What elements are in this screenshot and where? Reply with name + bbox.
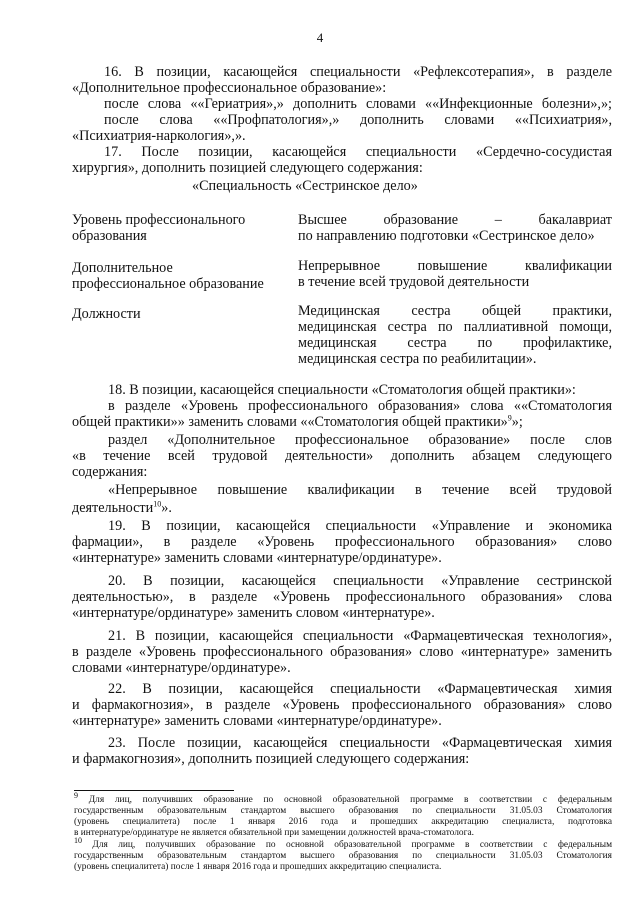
table-row3-right-3: медицинская сестра по профилактике, xyxy=(298,335,612,351)
p19-line-3: «интернатуре» заменить словами «интернатуре/ординатуре». xyxy=(72,550,442,566)
table-row2-left-2: профессиональное образование xyxy=(72,276,264,292)
footnote-10-number: 10 xyxy=(74,835,82,845)
footnote-ref-9[interactable]: 9 xyxy=(507,413,512,423)
footnote-9-line-4: в интернатуре/ординатуре не является обязательной при замещении должностей врача-стоматолога. xyxy=(74,828,474,838)
p19-line-1: 19. В позиции, касающейся специальности «Управление и экономика xyxy=(108,518,612,534)
p16-line-3: после слова ««Гериатрия»,» дополнить словами ««Инфекционные болезни»,»; xyxy=(104,96,612,112)
table-row1-left-2: образования xyxy=(72,228,147,244)
table-row1-right-2: по направлению подготовки «Сестринское дело» xyxy=(298,228,595,244)
p22-line-2: и фармакогнозия», в разделе «Уровень профессионального образования» слово xyxy=(72,697,612,713)
table-row2-left-1: Дополнительное xyxy=(72,260,173,276)
p18-line-3-tail: »; xyxy=(511,414,523,430)
p18-line-6: содержания: xyxy=(72,464,148,480)
p22-line-1: 22. В позиции, касающейся специальности «Фармацевтическая химия xyxy=(108,681,612,697)
footnote-9-line-2: государственным образовательным стандартом высшего образования по специальности 31.05.03 Стоматология xyxy=(74,806,612,816)
table-row3-right-1: Медицинская сестра общей практики, xyxy=(298,303,612,319)
p20-line-2: деятельностью», в разделе «Уровень профессионального образования» слова xyxy=(72,589,612,605)
footnote-9-number: 9 xyxy=(74,790,78,800)
p16-line-2: «Дополнительное профессиональное образование»: xyxy=(72,80,387,96)
p18-line-7: «Непрерывное повышение квалификации в течение всей трудовой xyxy=(108,482,612,498)
footnote-9-line-1 xyxy=(74,790,612,807)
p21-line-1: 21. В позиции, касающейся специальности «Фармацевтическая технология», xyxy=(108,628,612,644)
footnote-9-line-3: (уровень специалитета) после 1 января 2016 года и прошедших аккредитацию специалиста, подготовка xyxy=(74,817,612,827)
table-row3-right-4: медицинская сестра по реабилитации». xyxy=(298,351,537,367)
table-row3-right-2: медицинская сестра по паллиативной помощи, xyxy=(298,319,612,335)
footnote-10-line-1 xyxy=(74,835,613,852)
p23-line-2: и фармакогнозия», дополнить позицией следующего содержания: xyxy=(72,751,470,767)
footnote-ref-10[interactable]: 10 xyxy=(153,499,162,509)
footnote-divider xyxy=(74,790,234,791)
p18-line-8-tail: ». xyxy=(161,500,172,516)
table-row2-right-1: Непрерывное повышение квалификации xyxy=(298,258,612,274)
p20-line-1: 20. В позиции, касающейся специальности «Управление сестринской xyxy=(108,573,612,589)
footnote-10-text-1: Для лиц, получивших образование по основной образовательной программе в соответствии с федеральным xyxy=(92,840,613,850)
p17-line-2: хирургия», дополнить позицией следующего содержания: xyxy=(72,160,423,176)
p18-line-3-text: общей практики»» заменить словами ««Стоматология общей практики» xyxy=(72,414,508,430)
table-row3-left-1: Должности xyxy=(72,306,141,322)
table-row1-right-1: Высшее образование – бакалавриат xyxy=(298,212,612,228)
p17-line-3: «Специальность «Сестринское дело» xyxy=(192,178,418,194)
p18-line-8 xyxy=(72,500,172,516)
p22-line-3: «интернатуре» заменить словами «интернатуре/ординатуре». xyxy=(72,713,442,729)
p18-line-1: 18. В позиции, касающейся специальности «Стоматология общей практики»: xyxy=(108,382,576,398)
table-row2-right-2: в течение всей трудовой деятельности xyxy=(298,274,530,290)
p21-line-2: в разделе «Уровень профессионального образования» слово «интернатуре» заменить xyxy=(72,644,612,660)
p16-line-5: «Психиатрия-наркология»,». xyxy=(72,128,246,144)
footnote-10-line-2: государственным образовательным стандартом высшего образования по специальности 31.05.03 Стоматология xyxy=(74,851,612,861)
p17-line-1: 17. После позиции, касающейся специальности «Сердечно-сосудистая xyxy=(104,144,612,160)
p23-line-1: 23. После позиции, касающейся специальности «Фармацевтическая химия xyxy=(108,735,612,751)
p20-line-3: «интернатуре/ординатуре» заменить словом «интернатуре». xyxy=(72,605,435,621)
p18-line-4: раздел «Дополнительное профессиональное образование» после слов xyxy=(108,432,612,448)
table-row1-left-1: Уровень профессионального xyxy=(72,212,246,228)
p19-line-2: фармации», в разделе «Уровень профессионального образования» слово xyxy=(72,534,612,550)
footnote-9-text-1: Для лиц, получивших образование по основной образовательной программе в соответствии с федеральным xyxy=(88,795,612,805)
page-number: 4 xyxy=(316,30,324,45)
p18-line-8-text: деятельности xyxy=(72,500,154,516)
p18-line-5: «в течение всей трудовой деятельности» дополнить абзацем следующего xyxy=(72,448,612,464)
p18-line-3 xyxy=(72,414,523,430)
footnote-10-line-3: (уровень специалитета) после 1 января 2016 года и прошедших аккредитацию специалиста. xyxy=(74,862,442,872)
p18-line-2: в разделе «Уровень профессионального образования» слова ««Стоматология xyxy=(108,398,612,414)
p16-line-1: 16. В позиции, касающейся специальности «Рефлексотерапия», в разделе xyxy=(104,64,612,80)
p16-line-4: после слова ««Профпатология»,» дополнить словами ««Психиатрия», xyxy=(104,112,612,128)
p21-line-3: словами «интернатуре/ординатуре». xyxy=(72,660,291,676)
